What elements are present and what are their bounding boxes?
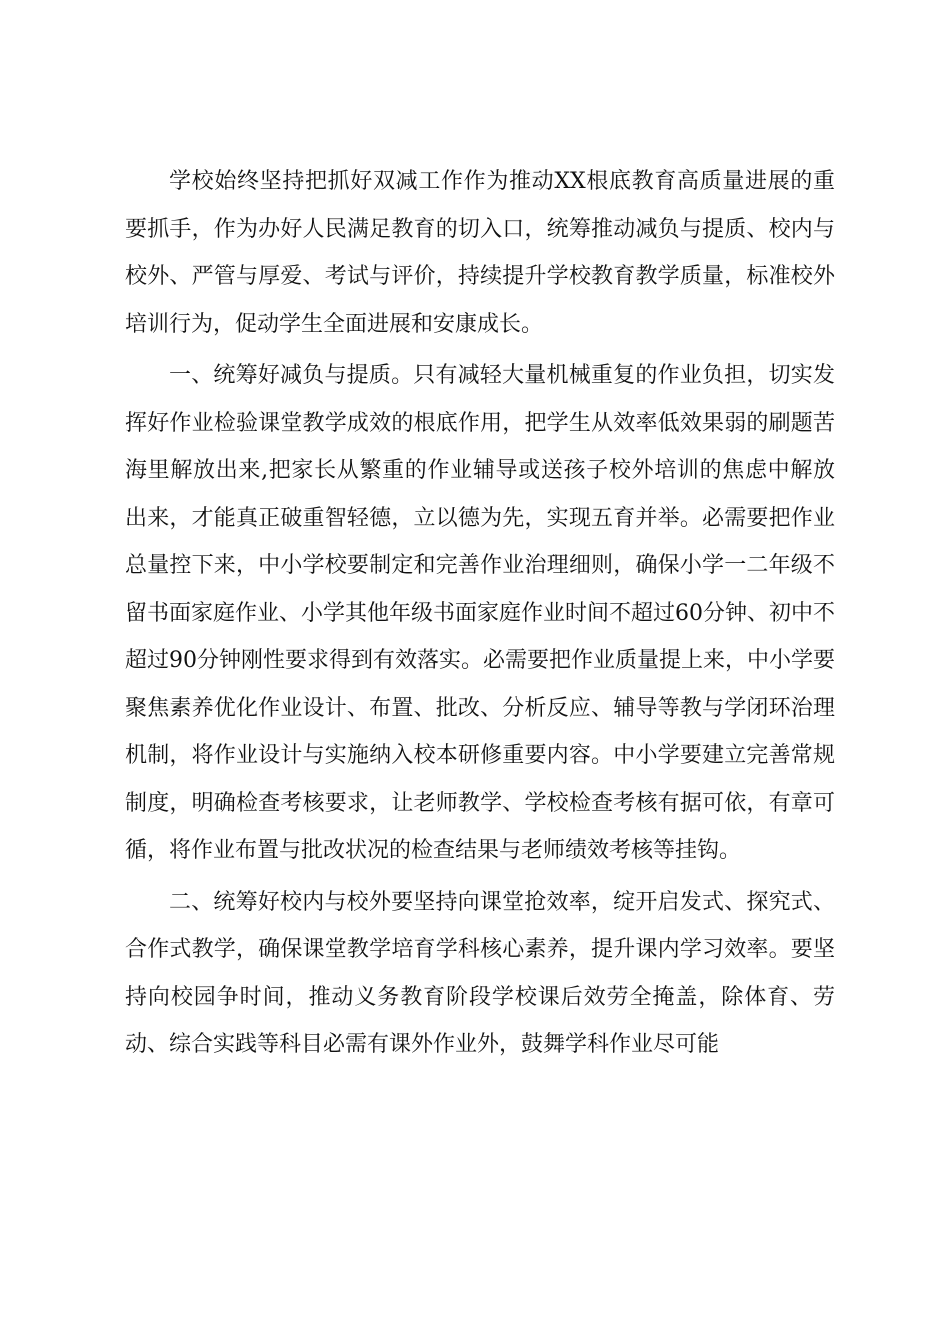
paragraph-section-two: 二、统筹好校内与校外要坚持向课堂抢效率，绽开启发式、探究式、合作式教学，确保课堂教学培育学科核心素养，提升课内学习效率。要坚持向校园争时间，推动义务教育阶段学校课后效劳全掩盖，除体育、劳动、综合实践等科目必需有课外作业外，鼓舞学科作业尽可能 [125, 889, 835, 1057]
document-body [125, 158, 835, 1069]
paragraph-intro: 学校始终坚持把抓好双减工作作为推动XX根底教育高质量进展的重要抓手，作为办好人民满足教育的切入口，统筹推动减负与提质、校内与校外、严管与厚爱、考试与评价，持续提升学校教育教学质量，标准校外培训行为，促动学生全面进展和安康成长。 [125, 169, 835, 337]
paragraph-section-one: 一、统筹好减负与提质。只有减轻大量机械重复的作业负担，切实发挥好作业检验课堂教学成效的根底作用，把学生从效率低效果弱的刷题苦海里解放出来,把家长从繁重的作业辅导或送孩子校外培训的焦虑中解放出来，才能真正破重智轻德，立以德为先，实现五育并举。必需要把作业总量控下来，中小学校要制定和完善作业治理细则，确保小学一二年级不留书面家庭作业、小学其他年级书面家庭作业时间不超过60分钟、初中不超过90分钟刚性要求得到有效落实。必需要把作业质量提上来，中小学要聚焦素养优化作业设计、布置、批改、分析反应、辅导等教与学闭环治理机制，将作业设计与实施纳入校本研修重要内容。中小学要建立完善常规制度，明确检查考核要求，让老师教学、学校检查考核有据可依，有章可循，将作业布置与批改状况的检查结果与老师绩效考核等挂钩。 [125, 363, 835, 863]
